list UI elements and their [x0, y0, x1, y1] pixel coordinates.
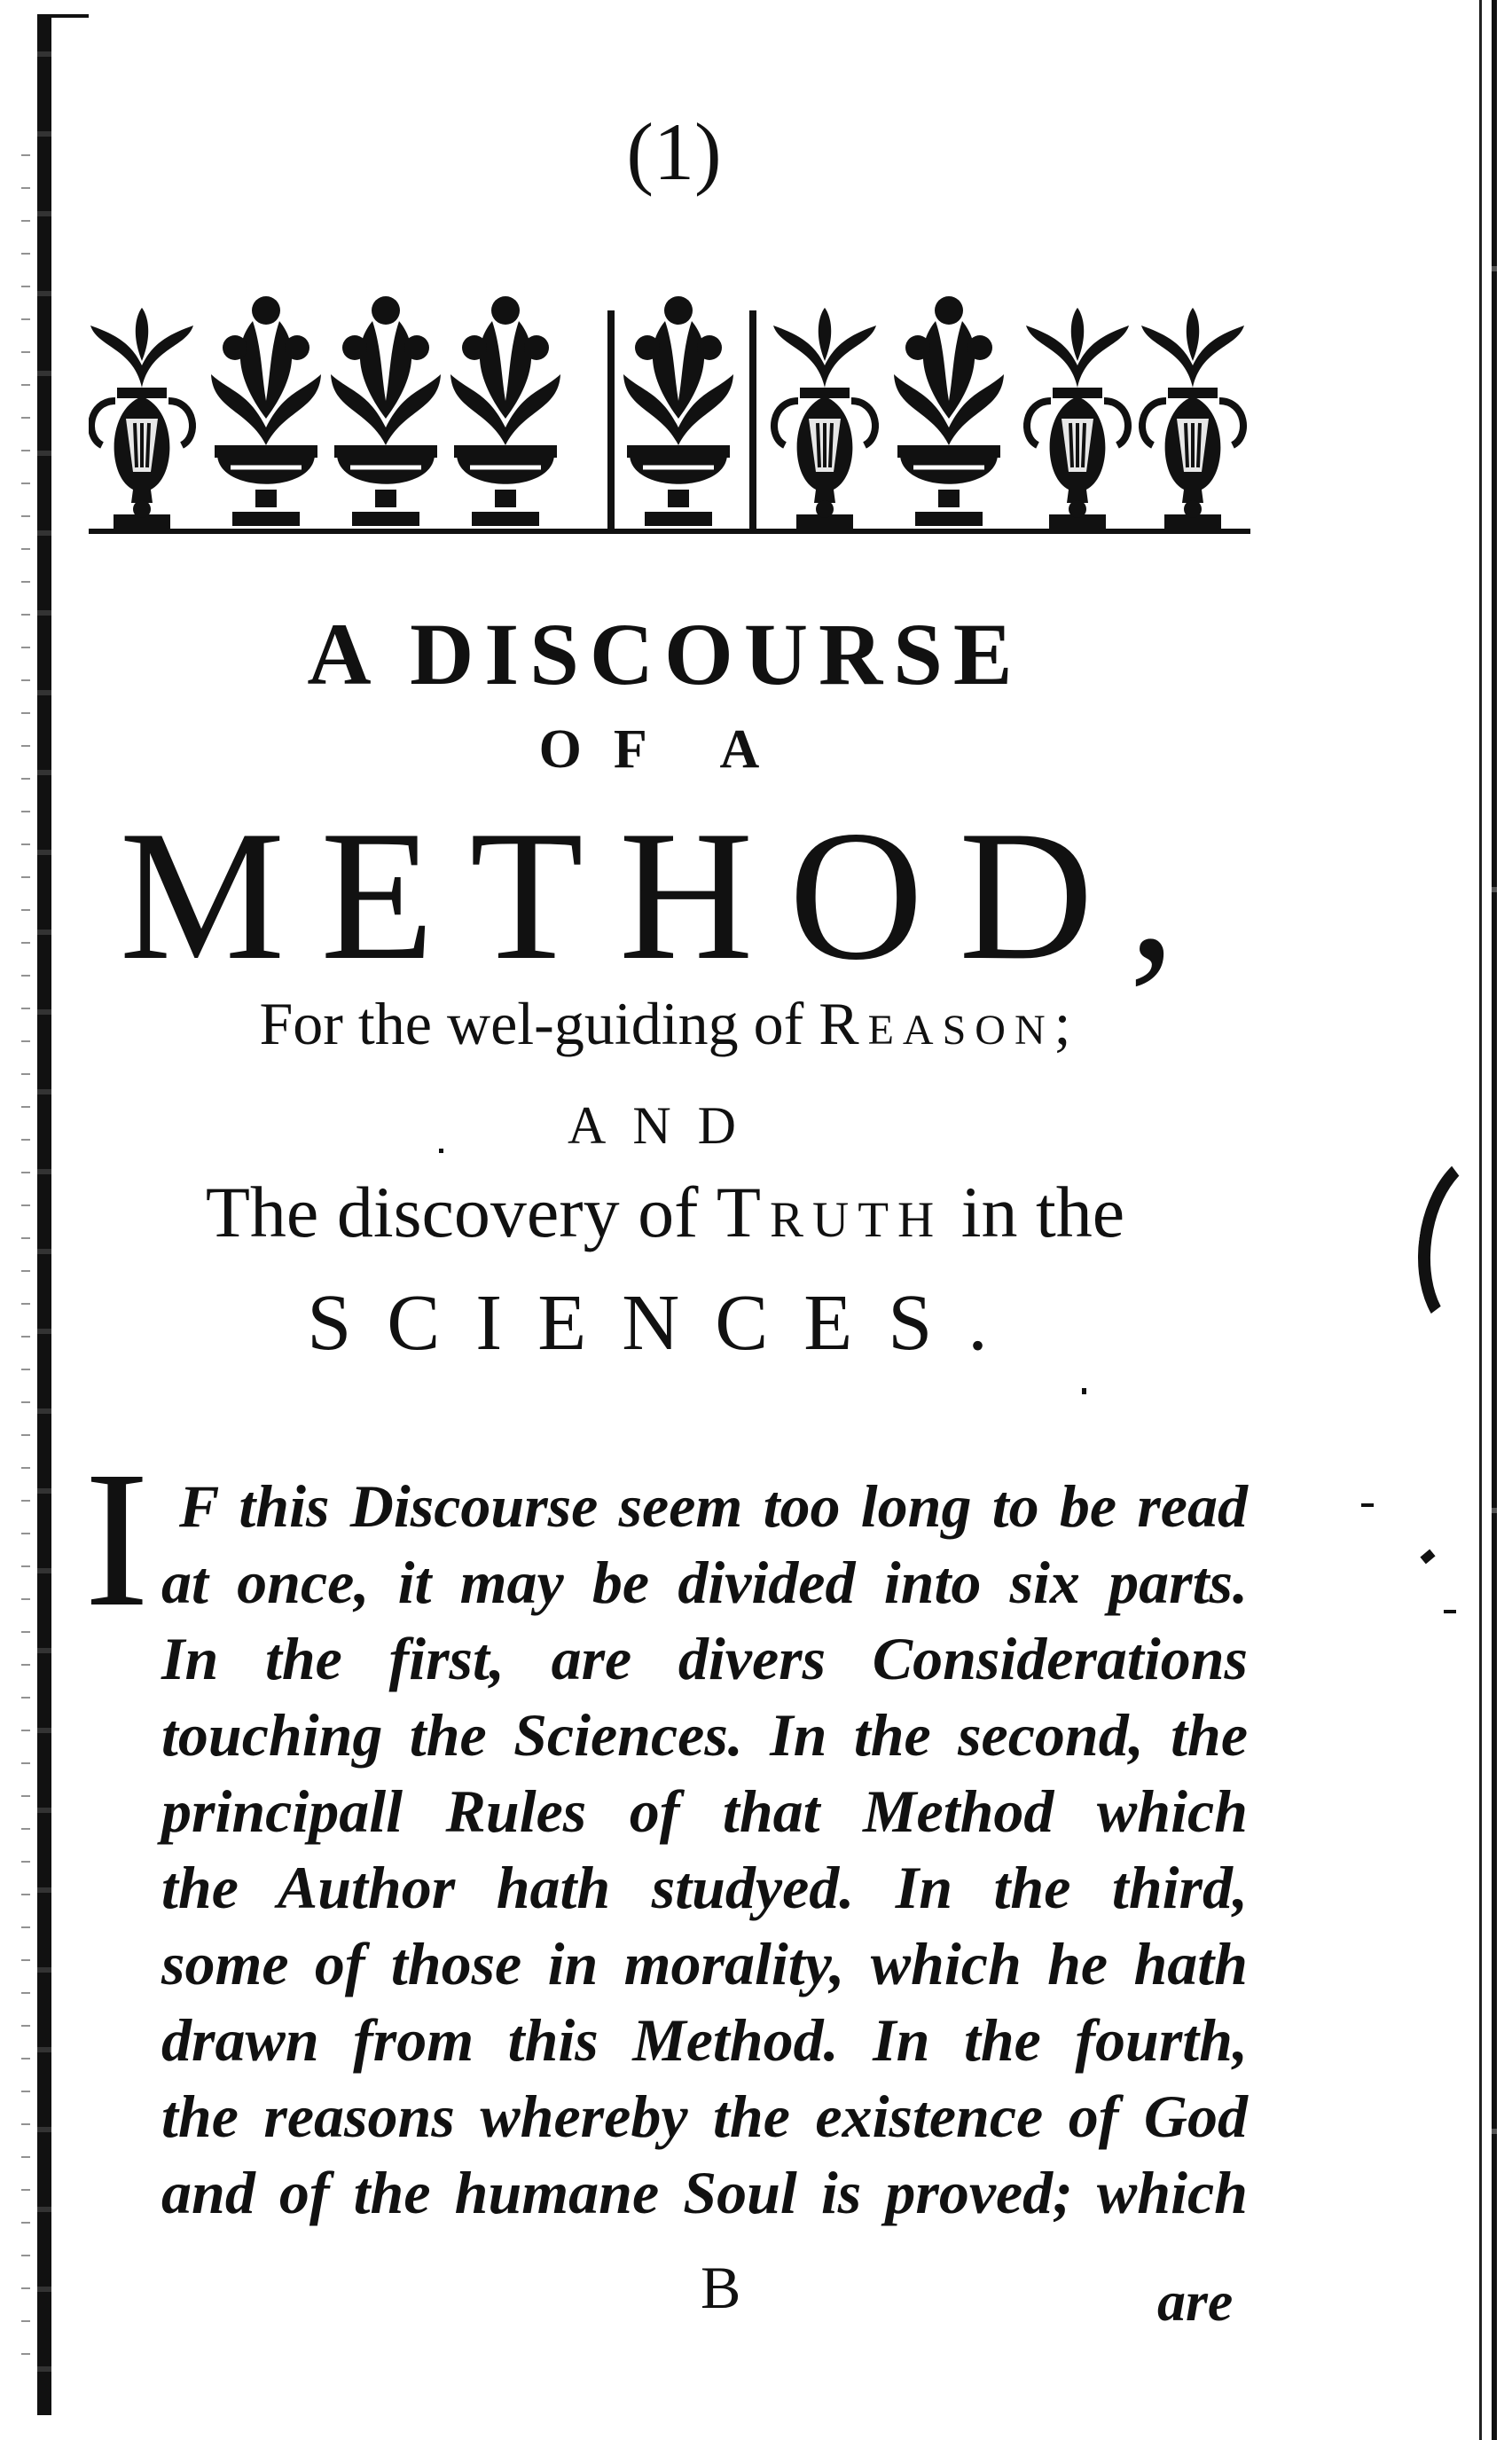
body-line: and of the humane Soul is proved; which: [161, 2159, 1248, 2226]
body-line: some of those in morality, which he hath: [161, 1930, 1248, 1997]
title-reason-prefix: For the wel-guiding of: [259, 990, 804, 1057]
floral-headpiece-ornament: [89, 293, 1250, 541]
body-line: F this Discourse seem too long to be read: [179, 1472, 1248, 1540]
title-line-reason: [71, 989, 1259, 1059]
title-truth-word: Truth: [716, 1172, 944, 1252]
title-line-discourse: A DISCOURSE: [307, 605, 1023, 703]
body-paragraph: [161, 1468, 1248, 2231]
margin-bracket-mark: [1406, 1141, 1512, 1349]
body-line: at once, it may be divided into six parts.: [161, 1549, 1248, 1616]
ink-speck: [1420, 1550, 1435, 1565]
title-line-discovery: [71, 1171, 1259, 1254]
title-reason-suffix: ;: [1054, 990, 1071, 1057]
body-line: the reasons whereby the existence of God: [161, 2083, 1248, 2150]
title-discovery-suffix: in the: [960, 1172, 1125, 1252]
title-line-of-a: OF A: [538, 719, 792, 780]
title-line-and: AND: [568, 1096, 763, 1155]
ink-speck: [1082, 1388, 1086, 1394]
page-left-corner: [37, 14, 89, 18]
page-number: (1): [626, 106, 722, 197]
drop-capital: I: [84, 1431, 150, 1647]
page-left-edge: [37, 16, 51, 2415]
catchword: are: [1157, 2270, 1234, 2333]
title-discovery-prefix: The discovery of: [205, 1172, 699, 1252]
body-line: touching the Sciences. In the second, the: [161, 1701, 1248, 1769]
ink-speck: [1361, 1503, 1374, 1507]
page-left-margin-shadow: [21, 142, 30, 2359]
title-reason-word: Reason: [819, 990, 1054, 1057]
body-line: the Author hath studyed. In the third,: [161, 1854, 1248, 1921]
title-line-method: METHOD,: [119, 793, 1211, 999]
title-line-sciences: SCIENCES.: [307, 1279, 1023, 1367]
body-line: drawn from this Method. In the fourth,: [161, 2006, 1248, 2074]
signature-mark: B: [701, 2254, 741, 2321]
body-line: In the first, are divers Considerations: [161, 1625, 1248, 1692]
body-line: principall Rules of that Method which: [161, 1777, 1248, 1845]
ink-speck: [1444, 1610, 1456, 1613]
